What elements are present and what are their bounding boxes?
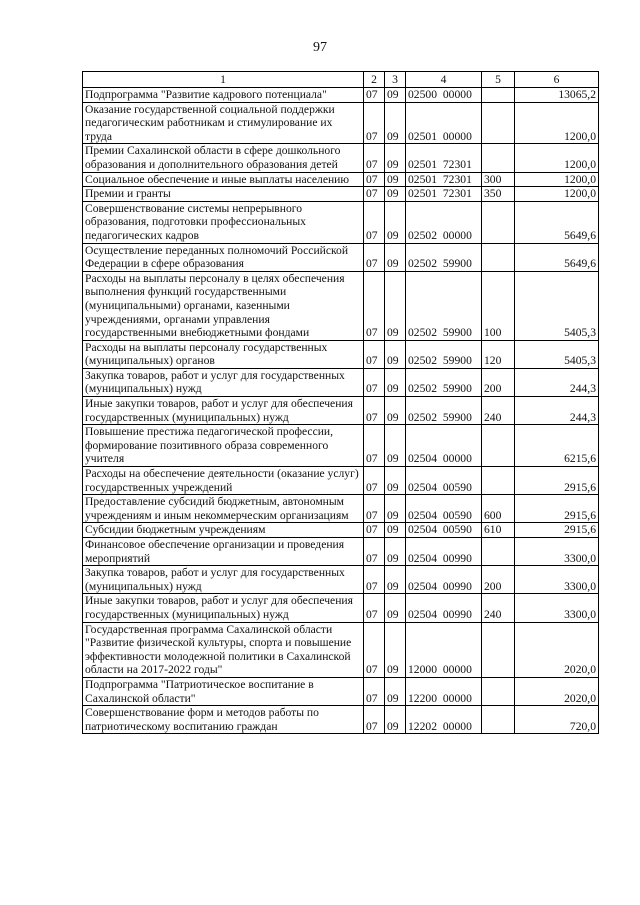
row-target-article-cell: 02501 72301: [406, 144, 482, 172]
table-row: [83, 172, 599, 187]
row-amount-cell: 2020,0: [515, 677, 599, 705]
row-amount-cell: 2020,0: [515, 622, 599, 677]
header-cell-name: 1: [83, 72, 364, 88]
header-cell-vr: 5: [482, 72, 515, 88]
row-subsection-cell: 09: [385, 172, 406, 187]
row-subsection-cell: 09: [385, 187, 406, 202]
row-amount-cell: 1200,0: [515, 144, 599, 172]
row-expense-type-cell: [482, 88, 515, 103]
row-amount-cell: 3300,0: [515, 538, 599, 566]
row-section-cell: 07: [364, 677, 385, 705]
row-expense-type-cell: 350: [482, 187, 515, 202]
header-cell-pr: 3: [385, 72, 406, 88]
row-expense-type-cell: 600: [482, 495, 515, 523]
row-amount-cell: 2915,6: [515, 523, 599, 538]
row-section-cell: 07: [364, 187, 385, 202]
row-amount-cell: 720,0: [515, 706, 599, 734]
row-name-cell: Расходы на выплаты персоналу государственных (муниципальных) органов: [83, 340, 364, 368]
row-name-cell: Расходы на выплаты персоналу в целях обеспечения выполнения функций государственными (муниципальными) органами, казенными учреждениями, органами управления государственными внебюджетными фондами: [83, 271, 364, 340]
row-target-article-cell: 02502 59900: [406, 368, 482, 396]
table-row: [83, 467, 599, 495]
header-cell-rz: 2: [364, 72, 385, 88]
row-amount-cell: 3300,0: [515, 566, 599, 594]
row-target-article-cell: 02502 59900: [406, 340, 482, 368]
row-expense-type-cell: 610: [482, 523, 515, 538]
page-number: 97: [313, 40, 327, 55]
row-name-cell: Подпрограмма "Развитие кадрового потенциала": [83, 88, 364, 103]
table-row: [83, 368, 599, 396]
row-target-article-cell: 02502 59900: [406, 243, 482, 271]
row-amount-cell: 5649,6: [515, 243, 599, 271]
row-name-cell: Осуществление переданных полномочий Российской Федерации в сфере образования: [83, 243, 364, 271]
row-subsection-cell: 09: [385, 201, 406, 243]
row-expense-type-cell: 200: [482, 566, 515, 594]
row-section-cell: 07: [364, 340, 385, 368]
row-target-article-cell: 02504 00990: [406, 538, 482, 566]
row-subsection-cell: 09: [385, 368, 406, 396]
row-amount-cell: 5405,3: [515, 340, 599, 368]
row-target-article-cell: 12202 00000: [406, 706, 482, 734]
row-name-cell: Оказание государственной социальной поддержки педагогическим работникам и стимулирование их труда: [83, 102, 364, 144]
row-target-article-cell: 12000 00000: [406, 622, 482, 677]
row-name-cell: Субсидии бюджетным учреждениям: [83, 523, 364, 538]
row-subsection-cell: 09: [385, 397, 406, 425]
row-expense-type-cell: [482, 102, 515, 144]
row-section-cell: 07: [364, 538, 385, 566]
row-subsection-cell: 09: [385, 594, 406, 622]
row-section-cell: 07: [364, 368, 385, 396]
row-expense-type-cell: 200: [482, 368, 515, 396]
table-row: [83, 271, 599, 340]
row-expense-type-cell: 240: [482, 594, 515, 622]
row-name-cell: Социальное обеспечение и иные выплаты населению: [83, 172, 364, 187]
row-subsection-cell: 09: [385, 622, 406, 677]
row-section-cell: 07: [364, 594, 385, 622]
table-row: [83, 495, 599, 523]
row-expense-type-cell: [482, 467, 515, 495]
row-target-article-cell: 02501 72301: [406, 187, 482, 202]
row-target-article-cell: 02502 00000: [406, 201, 482, 243]
row-section-cell: 07: [364, 495, 385, 523]
table-header-row: [83, 72, 599, 88]
row-target-article-cell: 02501 00000: [406, 102, 482, 144]
row-name-cell: Иные закупки товаров, работ и услуг для обеспечения государственных (муниципальных) нужд: [83, 594, 364, 622]
row-amount-cell: 2915,6: [515, 495, 599, 523]
table-row: [83, 538, 599, 566]
row-amount-cell: 1200,0: [515, 187, 599, 202]
row-target-article-cell: 02504 00590: [406, 523, 482, 538]
row-amount-cell: 1200,0: [515, 102, 599, 144]
row-section-cell: 07: [364, 523, 385, 538]
row-expense-type-cell: 300: [482, 172, 515, 187]
row-name-cell: Совершенствование форм и методов работы по патриотическому воспитанию граждан: [83, 706, 364, 734]
row-expense-type-cell: [482, 144, 515, 172]
row-section-cell: 07: [364, 144, 385, 172]
row-section-cell: 07: [364, 271, 385, 340]
row-name-cell: Закупка товаров, работ и услуг для государственных (муниципальных) нужд: [83, 566, 364, 594]
row-subsection-cell: 09: [385, 538, 406, 566]
row-target-article-cell: 02502 59900: [406, 271, 482, 340]
row-target-article-cell: 02502 59900: [406, 397, 482, 425]
row-amount-cell: 244,3: [515, 397, 599, 425]
row-subsection-cell: 09: [385, 467, 406, 495]
table-row: [83, 594, 599, 622]
row-target-article-cell: 02504 00990: [406, 594, 482, 622]
row-name-cell: Совершенствование системы непрерывного образования, подготовки профессиональных педагогических кадров: [83, 201, 364, 243]
table-row: [83, 340, 599, 368]
table-row: [83, 523, 599, 538]
row-section-cell: 07: [364, 706, 385, 734]
row-amount-cell: 5405,3: [515, 271, 599, 340]
row-section-cell: 07: [364, 88, 385, 103]
row-subsection-cell: 09: [385, 706, 406, 734]
table-row: [83, 677, 599, 705]
row-expense-type-cell: [482, 677, 515, 705]
row-section-cell: 07: [364, 102, 385, 144]
row-name-cell: Закупка товаров, работ и услуг для государственных (муниципальных) нужд: [83, 368, 364, 396]
row-name-cell: Финансовое обеспечение организации и проведения мероприятий: [83, 538, 364, 566]
row-target-article-cell: 12200 00000: [406, 677, 482, 705]
row-subsection-cell: 09: [385, 144, 406, 172]
row-amount-cell: 3300,0: [515, 594, 599, 622]
row-subsection-cell: 09: [385, 340, 406, 368]
table-row: [83, 187, 599, 202]
row-amount-cell: 13065,2: [515, 88, 599, 103]
row-amount-cell: 6215,6: [515, 425, 599, 467]
row-expense-type-cell: 120: [482, 340, 515, 368]
table-row: [83, 622, 599, 677]
row-subsection-cell: 09: [385, 243, 406, 271]
row-target-article-cell: 02504 00590: [406, 467, 482, 495]
table-row: [83, 706, 599, 734]
row-expense-type-cell: [482, 622, 515, 677]
budget-table: [82, 71, 599, 734]
table-row: [83, 566, 599, 594]
row-name-cell: Премии и гранты: [83, 187, 364, 202]
row-name-cell: Государственная программа Сахалинской области "Развитие физической культуры, спорта и повышение эффективности молодежной политики в Сахалинской области на 2017-2022 годы": [83, 622, 364, 677]
row-section-cell: 07: [364, 622, 385, 677]
row-amount-cell: 1200,0: [515, 172, 599, 187]
table-body: [83, 88, 599, 734]
row-subsection-cell: 09: [385, 495, 406, 523]
header-cell-csr: 4: [406, 72, 482, 88]
row-target-article-cell: 02500 00000: [406, 88, 482, 103]
table-row: [83, 88, 599, 103]
row-section-cell: 07: [364, 397, 385, 425]
row-subsection-cell: 09: [385, 566, 406, 594]
row-target-article-cell: 02504 00590: [406, 495, 482, 523]
row-subsection-cell: 09: [385, 271, 406, 340]
row-section-cell: 07: [364, 425, 385, 467]
row-amount-cell: 244,3: [515, 368, 599, 396]
row-section-cell: 07: [364, 243, 385, 271]
row-target-article-cell: 02504 00990: [406, 566, 482, 594]
table-row: [83, 201, 599, 243]
row-name-cell: Предоставление субсидий бюджетным, автономным учреждениям и иным некоммерческим организациям: [83, 495, 364, 523]
row-expense-type-cell: [482, 243, 515, 271]
row-section-cell: 07: [364, 201, 385, 243]
row-subsection-cell: 09: [385, 88, 406, 103]
row-name-cell: Иные закупки товаров, работ и услуг для обеспечения государственных (муниципальных) нужд: [83, 397, 364, 425]
row-amount-cell: 5649,6: [515, 201, 599, 243]
table-row: [83, 397, 599, 425]
row-expense-type-cell: [482, 201, 515, 243]
row-target-article-cell: 02504 00000: [406, 425, 482, 467]
row-expense-type-cell: [482, 538, 515, 566]
row-amount-cell: 2915,6: [515, 467, 599, 495]
table-row: [83, 425, 599, 467]
row-subsection-cell: 09: [385, 677, 406, 705]
row-subsection-cell: 09: [385, 523, 406, 538]
table-row: [83, 243, 599, 271]
row-subsection-cell: 09: [385, 102, 406, 144]
row-name-cell: Подпрограмма "Патриотическое воспитание в Сахалинской области": [83, 677, 364, 705]
row-section-cell: 07: [364, 467, 385, 495]
row-section-cell: 07: [364, 172, 385, 187]
header-cell-sum: 6: [515, 72, 599, 88]
row-expense-type-cell: [482, 706, 515, 734]
row-expense-type-cell: [482, 425, 515, 467]
row-name-cell: Расходы на обеспечение деятельности (оказание услуг) государственных учреждений: [83, 467, 364, 495]
row-target-article-cell: 02501 72301: [406, 172, 482, 187]
row-section-cell: 07: [364, 566, 385, 594]
table-row: [83, 144, 599, 172]
row-name-cell: Премии Сахалинской области в сфере дошкольного образования и дополнительного образования детей: [83, 144, 364, 172]
table-row: [83, 102, 599, 144]
row-expense-type-cell: 100: [482, 271, 515, 340]
row-name-cell: Повышение престижа педагогической профессии, формирование позитивного образа современного учителя: [83, 425, 364, 467]
row-expense-type-cell: 240: [482, 397, 515, 425]
row-subsection-cell: 09: [385, 425, 406, 467]
